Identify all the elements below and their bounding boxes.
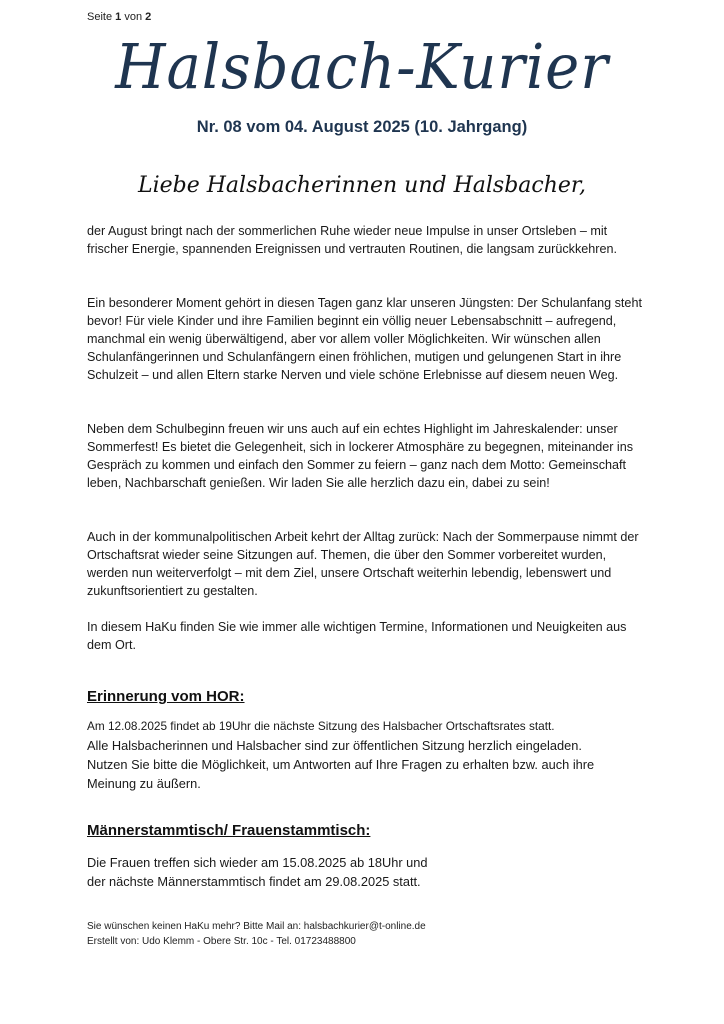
heading-stammtisch: Männerstammtisch/ Frauenstammtisch: [87,822,371,839]
stammtisch-line: Die Frauen treffen sich wieder am 15.08.2025 ab 18Uhr und [87,855,428,870]
issue-line: Nr. 08 vom 04. August 2025 (10. Jahrgang) [196,118,528,136]
paragraph-council: Auch in der kommunalpolitischen Arbeit kehrt der Alltag zurück: Nach der Sommerpause nimmt der Ortschaftsrat wieder seine Sitzungen auf. Themen, die über den Sommer vorbereitet wurden, werden nun weiterverfolgt – mit dem Ziel, unsere Ortschaft weiterhin lebendig, lebenswert und zukunftsorientiert zu gestalten. [87,530,639,598]
paragraph-summerfest: Neben dem Schulbeginn freuen wir uns auch auf ein echtes Highlight im Jahreskalender: unser Sommerfest! Es bietet die Gelegenheit, sich in lockerer Atmosphäre zu begegnen, miteinander ins Gespräch zu kommen und einfach den Sommer zu feiern – ganz nach dem Motto: Gemeinschaft leben, Nachbarschaft genießen. Wir laden Sie alle herzlich dazu ein, dabei zu sein! [87,422,634,490]
footer-unsubscribe: Sie wünschen keinen HaKu mehr? Bitte Mail an: halsbachkurier@t-online.de [87,921,426,932]
hor-line: Alle Halsbacherinnen und Halsbacher sind zur öffentlichen Sitzung herzlich eingeladen. [87,738,582,753]
footer-author: Erstellt von: Udo Klemm - Obere Str. 10c - Tel. 01723488800 [87,936,356,947]
paragraph-intro: der August bringt nach der sommerlichen Ruhe wieder neue Impulse in unser Ortsleben – mit frischer Energie, spannenden Ereignissen und vertrauten Routinen, die langsam zurückkehren. [87,224,617,256]
hor-line: Meinung zu äußern. [87,776,201,791]
hor-line: Nutzen Sie bitte die Möglichkeit, um Antworten auf Ihre Fragen zu erhalten bzw. auch ihre [87,757,595,772]
paragraph-school: Ein besonderer Moment gehört in diesen Tagen ganz klar unseren Jüngsten: Der Schulanfang steht bevor! Für viele Kinder und ihre Familien beginnt ein völlig neuer Lebensabschnitt – aufregend, manchmal ein wenig überwältigend, aber vor allem voller Möglichkeiten. Wir wünschen allen Schulanfängerinnen und Schulanfängern einen fröhlichen, mutigen und gelungenen Start in ihre Schulzeit – und allen Eltern starke Nerven und viele schöne Erlebnisse auf diesem neuen Weg. [87,296,642,382]
page-number [87,11,151,23]
masthead-title: Halsbach-Kurier [115,30,609,103]
heading-hor: Erinnerung vom HOR: [87,688,245,705]
salutation: Liebe Halsbacherinnen und Halsbacher, [137,173,586,198]
stammtisch-line: der nächste Männerstammtisch findet am 29.08.2025 statt. [87,874,421,889]
page-sep: von [124,11,143,23]
page-total: 2 [145,11,152,23]
page-label: Seite [87,11,113,23]
page-current: 1 [115,11,122,23]
paragraph-haku: In diesem HaKu finden Sie wie immer alle wichtigen Termine, Informationen und Neuigkeiten aus dem Ort. [87,620,627,652]
hor-line: Am 12.08.2025 findet ab 19Uhr die nächste Sitzung des Halsbacher Ortschaftsrates statt. [87,719,555,733]
